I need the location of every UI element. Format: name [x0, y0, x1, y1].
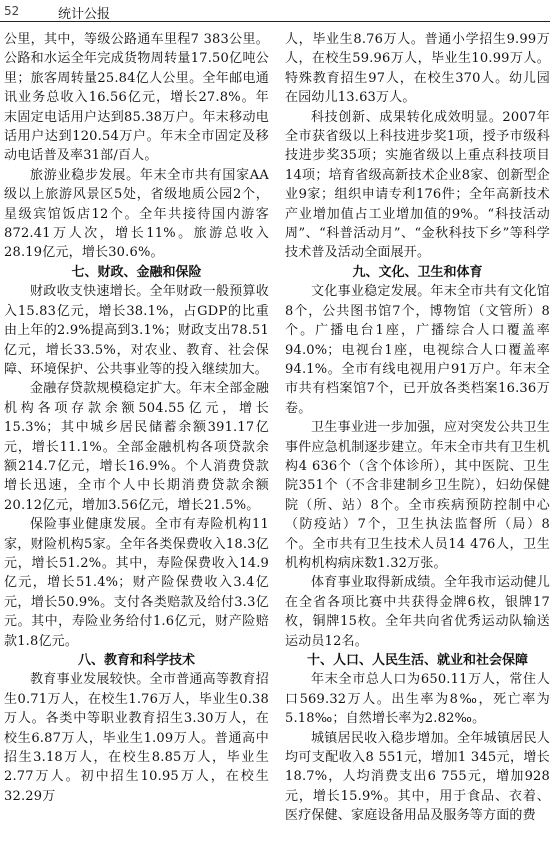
paragraph-culture: 文化事业稳定发展。年末全市共有文化馆8个，公共图书馆7个，博物馆（文管所）8个。广播电台1座，广播综合人口覆盖率94.0%；电视台1座，电视综合人口覆盖率94.1%。全市有线电视用户91万户。年末全市共有档案馆7个，已开放各类档案16.36万卷。 [285, 284, 550, 416]
right-column [285, 30, 550, 845]
paragraph-banking: 金融存贷款规模稳定扩大。年末全部金融机构各项存款余额504.55亿元，增长15.3%；其中城乡居民储蓄余额391.17亿元，增长11.1%。全部金融机构各项贷款余额214.7亿元，增长16.9%。个人消费贷款增长迅速，全市个人中长期消费贷款余额20.12亿元，增加3.56亿元，增长21.5%。 [4, 381, 269, 513]
paragraph-health: 卫生事业进一步加强，应对突发公共卫生事件应急机制逐步建立。年末全市共有卫生机构4 636个（含个体诊所），其中医院、卫生院351个（不含非建制乡卫生院），妇幼保健院（所、站）8个。全市疾病预防控制中心（防疫站）7个，卫生执法监督所（局）8个。全市共有卫生技术人员14 476人，卫生机构机构病床数1.32万张。 [285, 420, 550, 571]
paragraph-income: 城镇居民收入稳步增加。全年城镇居民人均可支配收入8 551元，增加1 345元，增长18.7%，人均消费支出6 755元，增加928元，增长15.9%。其中，用于食品、衣着、医疗保健、家庭设备用品及服务等方面的费 [285, 730, 550, 824]
paragraph-technology: 科技创新、成果转化成效明显。2007年全市获省级以上科技进步奖1项，授予市级科技进步奖35项；实施省级以上重点科技项目14项；培育省级高新技术企业8家、创新型企业9家；组织申请专利176件；全年高新技术产业增加值占工业增加值的9%。“科技活动周”、“科普活动月”、“金秋科技下乡”等科学技术普及活动全面展开。 [285, 109, 550, 261]
paragraph-education: 教育事业发展较快。全市普通高等教育招生0.71万人，在校生1.76万人，毕业生0.38万人。各类中等职业教育招生3.30万人，在校生6.87万人，毕业生1.09万人。普通高中招生3.18万人，在校生8.85万人，毕业生2.77万人。初中招生10.95万人，在校生32.29万 [4, 672, 269, 804]
header-rule [0, 21, 550, 22]
article-body [0, 30, 550, 845]
paragraph-insurance: 保险事业健康发展。全市有寿险机构11家，财险机构5家。全年各类保费收入18.3亿元，增长51.2%。其中，寿险保费收入14.9亿元，增长51.4%；财产险保费收入3.4亿元，增长50.9%。支付各类赔款及给付3.3亿元。其中，寿险业务给付1.6亿元，财产险赔款1.8亿元。 [4, 517, 269, 649]
paragraph-fiscal: 财政收支快速增长。全年财政一般预算收入15.83亿元，增长38.1%，占GDP的比重由上年的2.9%提高到3.1%；财政支出78.51亿元，增长33.5%，对农业、教育、社会保障、环境保护、公共事业等的投入继续加大。 [4, 284, 269, 377]
paragraph-transport-telecom: 公里，其中，等级公路通车里程7 383公里。公路和水运全年完成货物周转量17.50亿吨公里；旅客周转量25.84亿人公里。全年邮电通讯业务总收入16.56亿元，增长27.8%。年末固定电话用户达到85.38万户。年末移动电话用户达到120.54万户。年末全市固定及移动电话普及率31部/百人。 [4, 32, 269, 164]
section-heading-finance: 七、财政、金融和保险 [71, 264, 202, 280]
section-heading-education: 八、教育和科学技术 [77, 653, 195, 668]
paragraph-population: 年末全市总人口为650.11万人，常住人口569.32万人。出生率为8‰，死亡率为5.18‰；自然增长率为2.82‰。 [285, 672, 550, 727]
paragraph-education-cont: 人，毕业生8.76万人。普通小学招生9.99万人，在校生59.96万人，毕业生10.99万人。特殊教育招生97人，在校生370人。幼儿园在园幼儿13.63万人。 [285, 32, 550, 106]
page-number: 52 [4, 4, 20, 18]
paragraph-sports: 体育事业取得新成绩。全年我市运动健儿在全省各项比赛中共获得金牌6枚，银牌17枚，铜牌15枚。全年共向省优秀运动队输送运动员12名。 [285, 575, 550, 649]
paragraph-tourism: 旅游业稳步发展。年末全市共有国家AA级以上旅游风景区5处，省级地质公园2个，星级宾馆饭店12个。全年共接待国内游客872.41万人次，增长11%。旅游总收入28.19亿元，增长30.6%。 [4, 167, 269, 261]
header-title: 统计公报 [58, 7, 111, 22]
left-column [4, 30, 269, 845]
section-heading-population: 十、人口、人民生活、就业和社会保障 [306, 653, 528, 668]
section-heading-culture: 九、文化、卫生和体育 [352, 264, 483, 280]
page-header [0, 0, 550, 26]
